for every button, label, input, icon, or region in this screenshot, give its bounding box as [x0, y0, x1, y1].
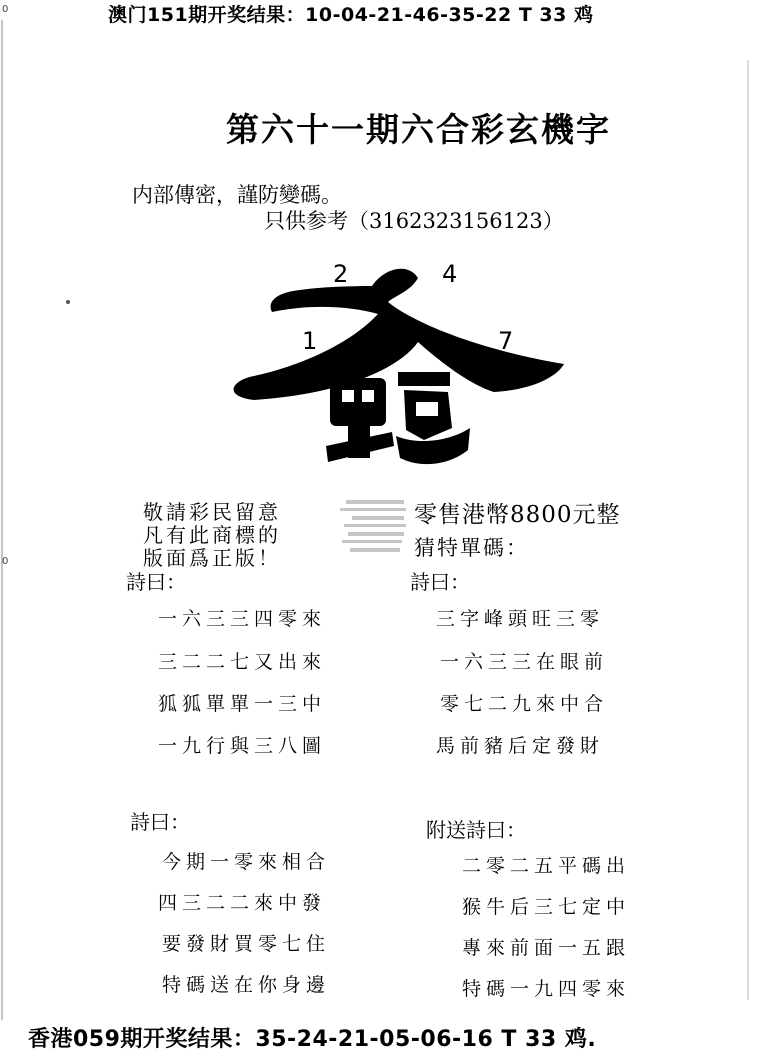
- page-title: 第六十一期六合彩玄機字: [226, 110, 611, 149]
- poem-line: 零七二九來中合: [440, 693, 609, 715]
- poem-heading: 詩曰：: [410, 570, 470, 594]
- price-label: 零售港幣8800元整: [414, 502, 621, 528]
- poem-line: 四三二二來中發: [158, 892, 327, 914]
- emblem-number: 7: [498, 327, 514, 355]
- guess-label: 猜特單碼：: [414, 536, 529, 560]
- emblem-number: 4: [442, 260, 458, 288]
- emblem-number: 1: [302, 327, 318, 355]
- notice-line: 凡有此商標的: [143, 523, 281, 547]
- poem-line: 狐狐單單一三中: [158, 693, 327, 715]
- poem-line: 專來前面一五跟: [462, 937, 631, 959]
- intro-warning: 内部傳密，謹防變碼。: [132, 183, 342, 207]
- poem-line: 猴牛后三七定中: [462, 896, 631, 918]
- poem-line: 一六三三四零來: [158, 608, 327, 630]
- poem-heading: 詩曰：: [126, 570, 186, 594]
- margin-mark: 0: [2, 4, 9, 15]
- poem-line: 要發財買零七住: [162, 933, 331, 955]
- poem-line: 特碼送在你身邊: [162, 974, 331, 996]
- bottom-result-banner: 香港059期开奖结果：35-24-21-05-06-16 T 33 鸡.: [28, 1027, 597, 1052]
- poem-heading: 詩曰：: [130, 810, 190, 834]
- poem-line: 三字峰頭旺三零: [436, 608, 605, 630]
- top-result-banner: 澳门151期开奖结果：10-04-21-46-35-22 T 33 鸡: [108, 4, 594, 26]
- poem-heading: 附送詩曰：: [426, 818, 526, 842]
- emblem-number: 2: [333, 260, 349, 288]
- intro-reference: 只供参考（3162323156123）: [264, 209, 564, 233]
- poem-line: 一六三三在眼前: [440, 651, 609, 673]
- poem-line: 今期一零來相合: [162, 851, 331, 873]
- notice-line: 版面爲正版！: [143, 546, 281, 570]
- poem-line: 二零二五平碼出: [462, 855, 631, 877]
- poem-line: 馬前豬后定發財: [436, 735, 605, 757]
- poem-line: 一九行與三八圖: [158, 735, 327, 757]
- margin-mark: 0: [2, 556, 9, 567]
- poem-line: 特碼一九四零來: [462, 978, 631, 1000]
- notice-line: 敬請彩民留意: [143, 500, 281, 524]
- poem-line: 三二二七又出來: [158, 651, 327, 673]
